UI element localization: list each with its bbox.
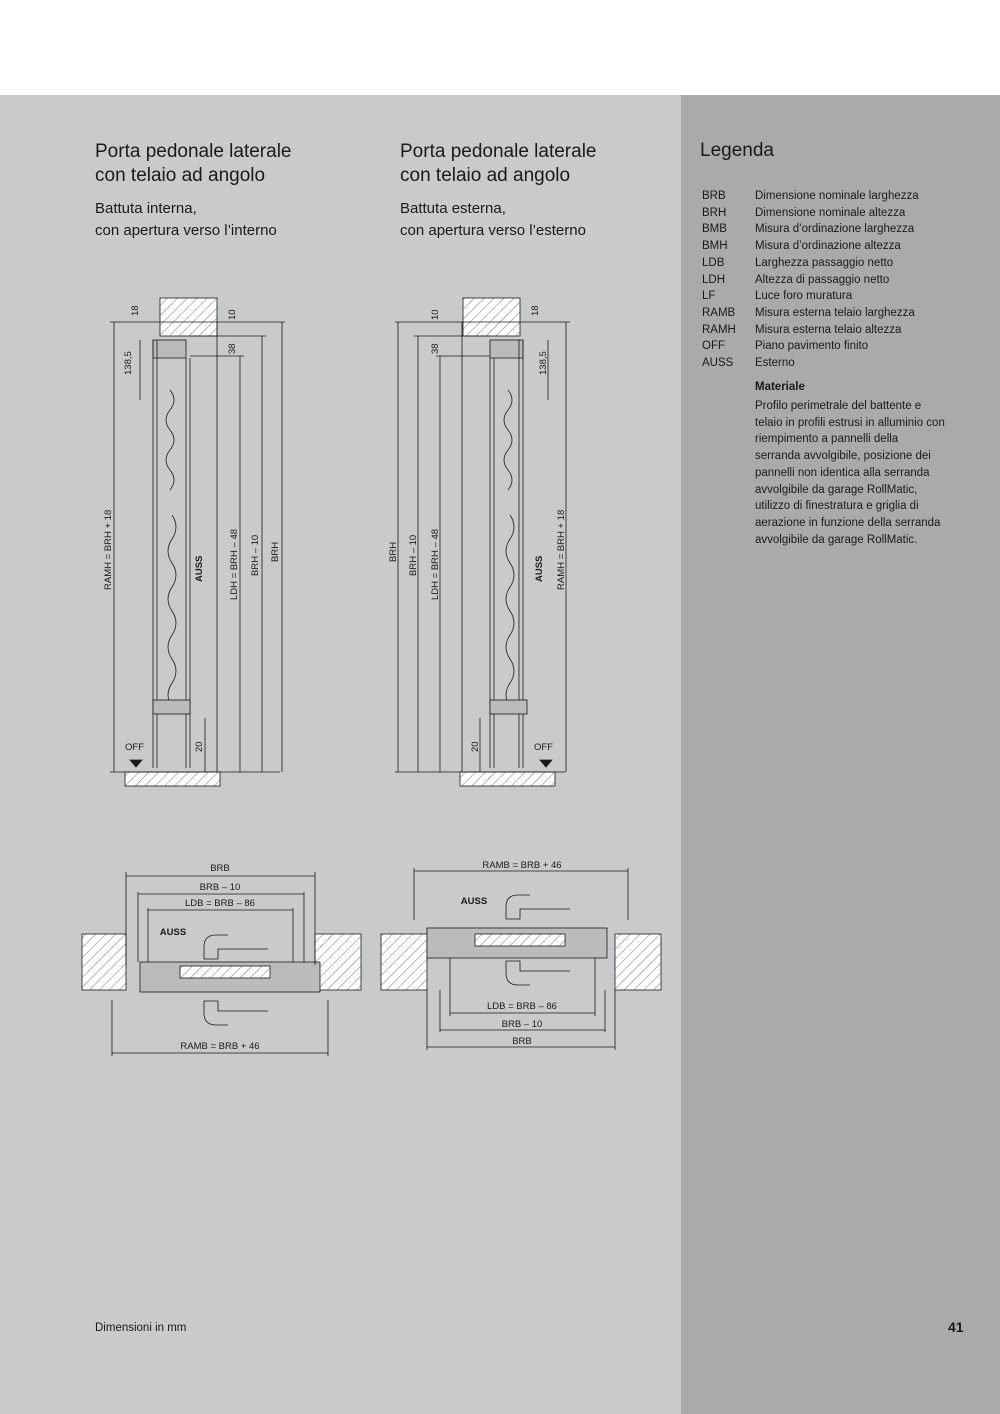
legend-desc: Piano pavimento finito (755, 340, 869, 353)
dim-10: 10 (227, 309, 238, 320)
bottom-frame-profile (153, 700, 190, 714)
legend-code: AUSS (702, 357, 734, 370)
column-2-subtitle-line1: Battuta esterna, (400, 200, 506, 217)
legend-title: Legenda (700, 140, 774, 161)
legend-desc: Dimensione nominale altezza (755, 206, 906, 219)
label-auss: AUSS (194, 555, 205, 582)
legend-code: RAMH (702, 323, 736, 336)
panel-wave-lower (506, 515, 514, 707)
top-frame-profile (153, 340, 186, 358)
legend-desc: Misura esterna telaio larghezza (755, 306, 915, 319)
dim-brb-10: BRB – 10 (199, 882, 241, 893)
legend-desc: Misura d’ordinazione larghezza (755, 223, 915, 236)
dim-ramb: RAMB = BRB + 46 (482, 860, 562, 871)
dim-brb-10: BRB – 10 (501, 1019, 543, 1030)
dim-ramh: RAMH = BRH + 18 (103, 509, 114, 590)
column-2-subtitle-line2: con apertura verso l’esterno (400, 221, 586, 239)
material-heading: Materiale (755, 381, 805, 393)
bottom-frame-profile (490, 700, 527, 714)
dim-brb: BRB (210, 863, 230, 874)
panel-wave-lower (168, 515, 176, 707)
legend-desc: Larghezza passaggio netto (755, 256, 894, 269)
top-frame-profile (490, 340, 523, 358)
legend-code: LF (702, 290, 716, 303)
dim-ldb: LDB = BRB – 86 (487, 1001, 557, 1012)
dim-38: 38 (227, 343, 238, 354)
legend-desc: Esterno (755, 357, 795, 370)
dim-18: 18 (530, 305, 541, 316)
dim-ldh: LDH = BRH – 48 (430, 528, 441, 600)
wall-left-hatch (82, 934, 126, 990)
floor-level-arrow-icon (540, 760, 552, 767)
dim-20: 20 (194, 741, 205, 752)
page-number: 41 (948, 1319, 964, 1335)
dim-38: 38 (430, 343, 441, 354)
dim-brb: BRB (512, 1036, 532, 1047)
label-auss: AUSS (460, 896, 488, 907)
column-2-title-line2: con telaio ad angolo (400, 165, 571, 186)
legend-code: BMH (702, 240, 728, 253)
wall-right-hatch (315, 934, 361, 990)
label-off: OFF (125, 742, 144, 753)
dim-ramh: RAMH = BRH + 18 (556, 509, 567, 590)
floor-hatch (125, 772, 220, 786)
legend-code: LDH (702, 273, 726, 286)
legend-code: BRB (702, 190, 726, 202)
dim-ldh: LDH = BRH – 48 (229, 528, 240, 600)
legend-desc: Misura d’ordinazione altezza (755, 240, 901, 253)
column-1-subtitle-line1: Battuta interna, (95, 200, 197, 217)
dim-10: 10 (430, 309, 441, 320)
dim-ldb: LDB = BRB – 86 (185, 898, 255, 909)
panel-wave-upper (166, 390, 174, 490)
floor-hatch (460, 772, 555, 786)
label-auss: AUSS (159, 927, 187, 938)
legend-code: RAMB (702, 306, 736, 319)
label-auss: AUSS (534, 555, 545, 582)
legend-code: BRH (702, 206, 727, 219)
dim-138-5: 138,5 (538, 351, 549, 375)
material-text: Profilo perimetrale del battente e telaio in profili estrusi in alluminio con riempimento a pannelli della serranda avvolgibile, posizione dei pannelli non identica alla serranda avvolgibile da garage RollMatic, utilizzo di finestratura e griglia di aerazione in funzione della serranda avvolgibile da garage RollMatic. (755, 400, 945, 546)
door-leaf-hatch (180, 966, 270, 978)
panel-wave-upper (504, 390, 512, 490)
column-1-title-line1: Porta pedonale laterale (95, 141, 292, 162)
section-vertical-inward-labels (103, 305, 281, 753)
floor-level-arrow-icon (130, 760, 142, 767)
door-leaf-hatch (475, 934, 565, 946)
dim-brh-10: BRH – 10 (408, 534, 419, 576)
dim-138-5: 138,5 (123, 351, 134, 375)
section-vertical-outward-labels (388, 305, 567, 753)
dim-ramb: RAMB = BRB + 46 (180, 1041, 260, 1052)
legend-desc: Altezza di passaggio netto (755, 273, 890, 286)
legend-code: LDB (702, 256, 725, 269)
lintel-hatch (463, 298, 520, 336)
wall-right-hatch (615, 934, 661, 990)
legend-desc: Dimensione nominale larghezza (755, 190, 919, 202)
label-off: OFF (534, 742, 553, 753)
column-1-title-line2: con telaio ad angolo (95, 165, 266, 186)
dim-brh-10: BRH – 10 (250, 534, 261, 576)
dim-brh: BRH (388, 541, 399, 562)
column-2-title-line1: Porta pedonale laterale (400, 141, 597, 162)
column-1-subtitle-line2: con apertura verso l’interno (95, 221, 277, 239)
lintel-hatch (160, 298, 217, 336)
dim-18: 18 (130, 305, 141, 316)
dim-brh: BRH (270, 541, 281, 562)
legend-code: OFF (702, 340, 725, 353)
legend-desc: Luce foro muratura (755, 290, 853, 303)
legend-code: BMB (702, 223, 727, 236)
wall-left-hatch (381, 934, 427, 990)
legend-desc: Misura esterna telaio altezza (755, 323, 902, 336)
dim-20: 20 (470, 741, 481, 752)
footer-note: Dimensioni in mm (95, 1322, 187, 1334)
